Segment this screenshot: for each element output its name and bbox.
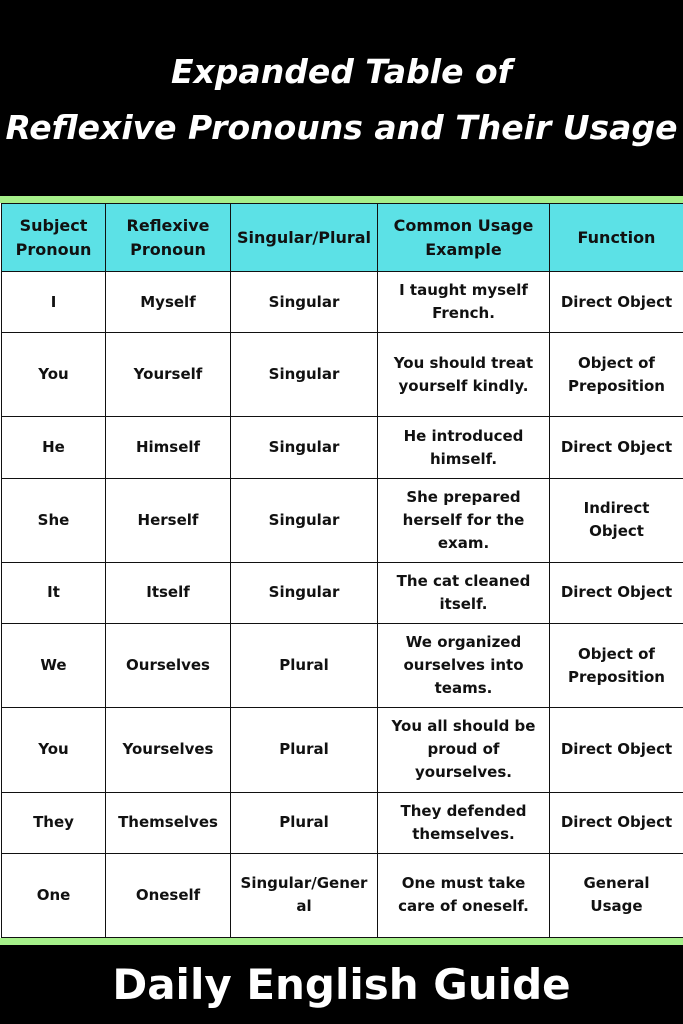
cell-reflexive-pronoun: Yourselves <box>106 708 231 792</box>
cell-reflexive-pronoun: Themselves <box>106 792 231 853</box>
cell-usage-example: He introduced himself. <box>378 417 550 478</box>
column-header-singular-plural: Singular/Plural <box>231 204 378 272</box>
cell-subject-pronoun: They <box>2 792 106 853</box>
top-accent-band <box>0 196 683 203</box>
cell-function: Direct Object <box>550 417 683 478</box>
cell-usage-example: The cat cleaned itself. <box>378 562 550 623</box>
header-banner <box>0 0 683 196</box>
reflexive-pronouns-table <box>1 203 683 938</box>
cell-usage-example: We organized ourselves into teams. <box>378 624 550 708</box>
page-title-line-2: Reflexive Pronouns and Their Usage <box>5 108 678 147</box>
cell-reflexive-pronoun: Herself <box>106 478 231 562</box>
table-row <box>2 333 683 417</box>
cell-subject-pronoun: I <box>2 272 106 333</box>
cell-number: Singular <box>231 562 378 623</box>
cell-reflexive-pronoun: Oneself <box>106 853 231 937</box>
cell-subject-pronoun: You <box>2 708 106 792</box>
cell-number: Plural <box>231 792 378 853</box>
cell-number: Singular <box>231 478 378 562</box>
cell-function: Direct Object <box>550 272 683 333</box>
cell-number: Plural <box>231 624 378 708</box>
cell-function: Direct Object <box>550 708 683 792</box>
cell-reflexive-pronoun: Itself <box>106 562 231 623</box>
bottom-accent-band <box>0 938 683 945</box>
column-header-common-usage-example: Common Usage Example <box>378 204 550 272</box>
cell-number: Singular <box>231 272 378 333</box>
cell-usage-example: I taught myself French. <box>378 272 550 333</box>
table-row <box>2 478 683 562</box>
cell-reflexive-pronoun: Yourself <box>106 333 231 417</box>
table-row <box>2 853 683 937</box>
cell-function: Object of Preposition <box>550 333 683 417</box>
cell-subject-pronoun: She <box>2 478 106 562</box>
cell-function: Direct Object <box>550 562 683 623</box>
column-header-reflexive-pronoun: Reflexive Pronoun <box>106 204 231 272</box>
table-row <box>2 708 683 792</box>
cell-subject-pronoun: It <box>2 562 106 623</box>
cell-number: Singular <box>231 333 378 417</box>
cell-usage-example: They defended themselves. <box>378 792 550 853</box>
table-row <box>2 562 683 623</box>
cell-subject-pronoun: We <box>2 624 106 708</box>
table-row <box>2 417 683 478</box>
cell-number: Singular <box>231 417 378 478</box>
cell-function: General Usage <box>550 853 683 937</box>
table-row <box>2 624 683 708</box>
cell-function: Indirect Object <box>550 478 683 562</box>
cell-function: Object of Preposition <box>550 624 683 708</box>
cell-reflexive-pronoun: Ourselves <box>106 624 231 708</box>
cell-function: Direct Object <box>550 792 683 853</box>
cell-number: Singular/General <box>231 853 378 937</box>
footer-brand-text: Daily English Guide <box>112 960 571 1009</box>
table-header-row <box>2 204 683 272</box>
column-header-function: Function <box>550 204 683 272</box>
cell-subject-pronoun: One <box>2 853 106 937</box>
cell-reflexive-pronoun: Myself <box>106 272 231 333</box>
table-container <box>0 203 683 938</box>
column-header-subject-pronoun: Subject Pronoun <box>2 204 106 272</box>
cell-usage-example: She prepared herself for the exam. <box>378 478 550 562</box>
table-row <box>2 792 683 853</box>
cell-usage-example: You all should be proud of yourselves. <box>378 708 550 792</box>
cell-number: Plural <box>231 708 378 792</box>
cell-subject-pronoun: He <box>2 417 106 478</box>
cell-subject-pronoun: You <box>2 333 106 417</box>
table-row <box>2 272 683 333</box>
footer-banner <box>0 945 683 1024</box>
cell-usage-example: One must take care of oneself. <box>378 853 550 937</box>
cell-reflexive-pronoun: Himself <box>106 417 231 478</box>
cell-usage-example: You should treat yourself kindly. <box>378 333 550 417</box>
page-title-line-1: Expanded Table of <box>170 52 513 91</box>
